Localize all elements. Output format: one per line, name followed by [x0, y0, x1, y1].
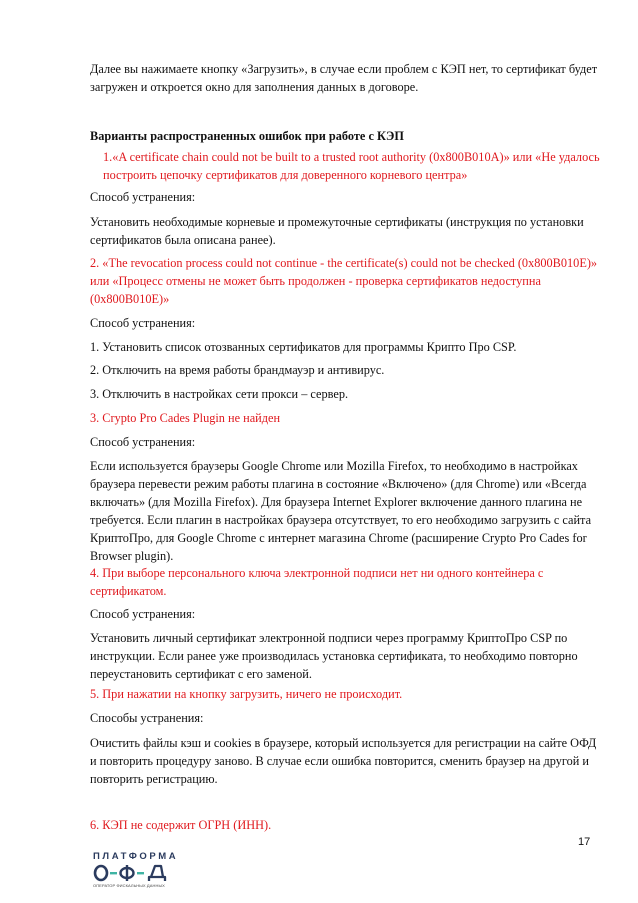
intro-paragraph: Далее вы нажимаете кнопку «Загрузить», в случае если проблем с КЭП нет, то сертификат будет загружен и откроется окно для заполнения данных в договоре.: [90, 62, 598, 94]
fix-label-3: Способ устранения:: [90, 435, 196, 449]
fix-1-text: Установить необходимые корневые и промежуточные сертификаты (инструкция по установки сертификатов была описана ранее).: [90, 215, 584, 247]
logo-tagline: ОПЕРАТОР ФИСКАЛЬНЫХ ДАННЫХ: [93, 883, 165, 888]
fix-2-step-1: 1. Установить список отозванных сертификатов для программы Крипто Про CSP.: [90, 340, 517, 354]
fix-3-text: Если используется браузеры Google Chrome или Mozilla Firefox, то необходимо в настройках браузера перевести режим работы плагина в состояние «Включено» (для Chrome) или «Всегда включать» (для Mozilla Firefox). Для браузера Internet Explorer включение данного плагина не требуется. Если плагин в настройках браузера отсутствует, то его необходимо загрузить с сайта КриптоПро, для Google Chrome с интернет магазина Chrome (расширение Crypto Pro Cades for Browser plugin).: [90, 459, 592, 563]
fix-2-step-3: 3. Отключить в настройках сети прокси – сервер.: [90, 387, 349, 401]
fix-2-step-2: 2. Отключить на время работы брандмауэр и антивирус.: [90, 363, 385, 377]
fix-label-5: Способы устранения:: [90, 711, 204, 725]
error-1-title: 1.«A certificate chain could not be built to a trusted root authority (0x800B010A)» или «Не удалось построить цепочку сертификатов для доверенного корневого центра»: [103, 150, 600, 182]
section-heading: Варианты распространенных ошибок при работе с КЭП: [90, 129, 404, 143]
error-6-title: 6. КЭП не содержит ОГРН (ИНН).: [90, 818, 272, 832]
platforma-ofd-logo: [93, 851, 183, 891]
fix-label-4: Способ устранения:: [90, 607, 196, 621]
fix-label-1: Способ устранения:: [90, 190, 196, 204]
fix-4-text: Установить личный сертификат электронной подписи через программу КриптоПро CSP по инструкции. Если ранее уже производилась установка сертификата, то необходимо повторно переустановить сертификат с его заменой.: [90, 631, 578, 681]
logo-wordmark: ПЛАТФОРМА: [93, 851, 179, 862]
error-4-title: 4. При выборе персонального ключа электронной подписи нет ни одного контейнера с сертификатом.: [90, 566, 544, 598]
error-2-title: 2. «The revocation process could not continue - the certificate(s) could not be checked (0x800B010E)» или «Процесс отмены не может быть продолжен - проверка сертификатов недоступна (0x800B010E)»: [90, 256, 598, 306]
fix-label-2: Способ устранения:: [90, 316, 196, 330]
error-3-title: 3. Crypto Pro Cades Plugin не найден: [90, 411, 281, 425]
page-number: 17: [578, 836, 591, 848]
fix-5-text: Очистить файлы кэш и cookies в браузере, который используется для регистрации на сайте ОФД и повторить процедуру заново. В случае если ошибка повторится, сменить браузер на другой и повторить регистрацию.: [90, 736, 597, 786]
ofd-mark-icon: [93, 863, 179, 883]
error-5-title: 5. При нажатии на кнопку загрузить, ничего не происходит.: [90, 687, 403, 701]
